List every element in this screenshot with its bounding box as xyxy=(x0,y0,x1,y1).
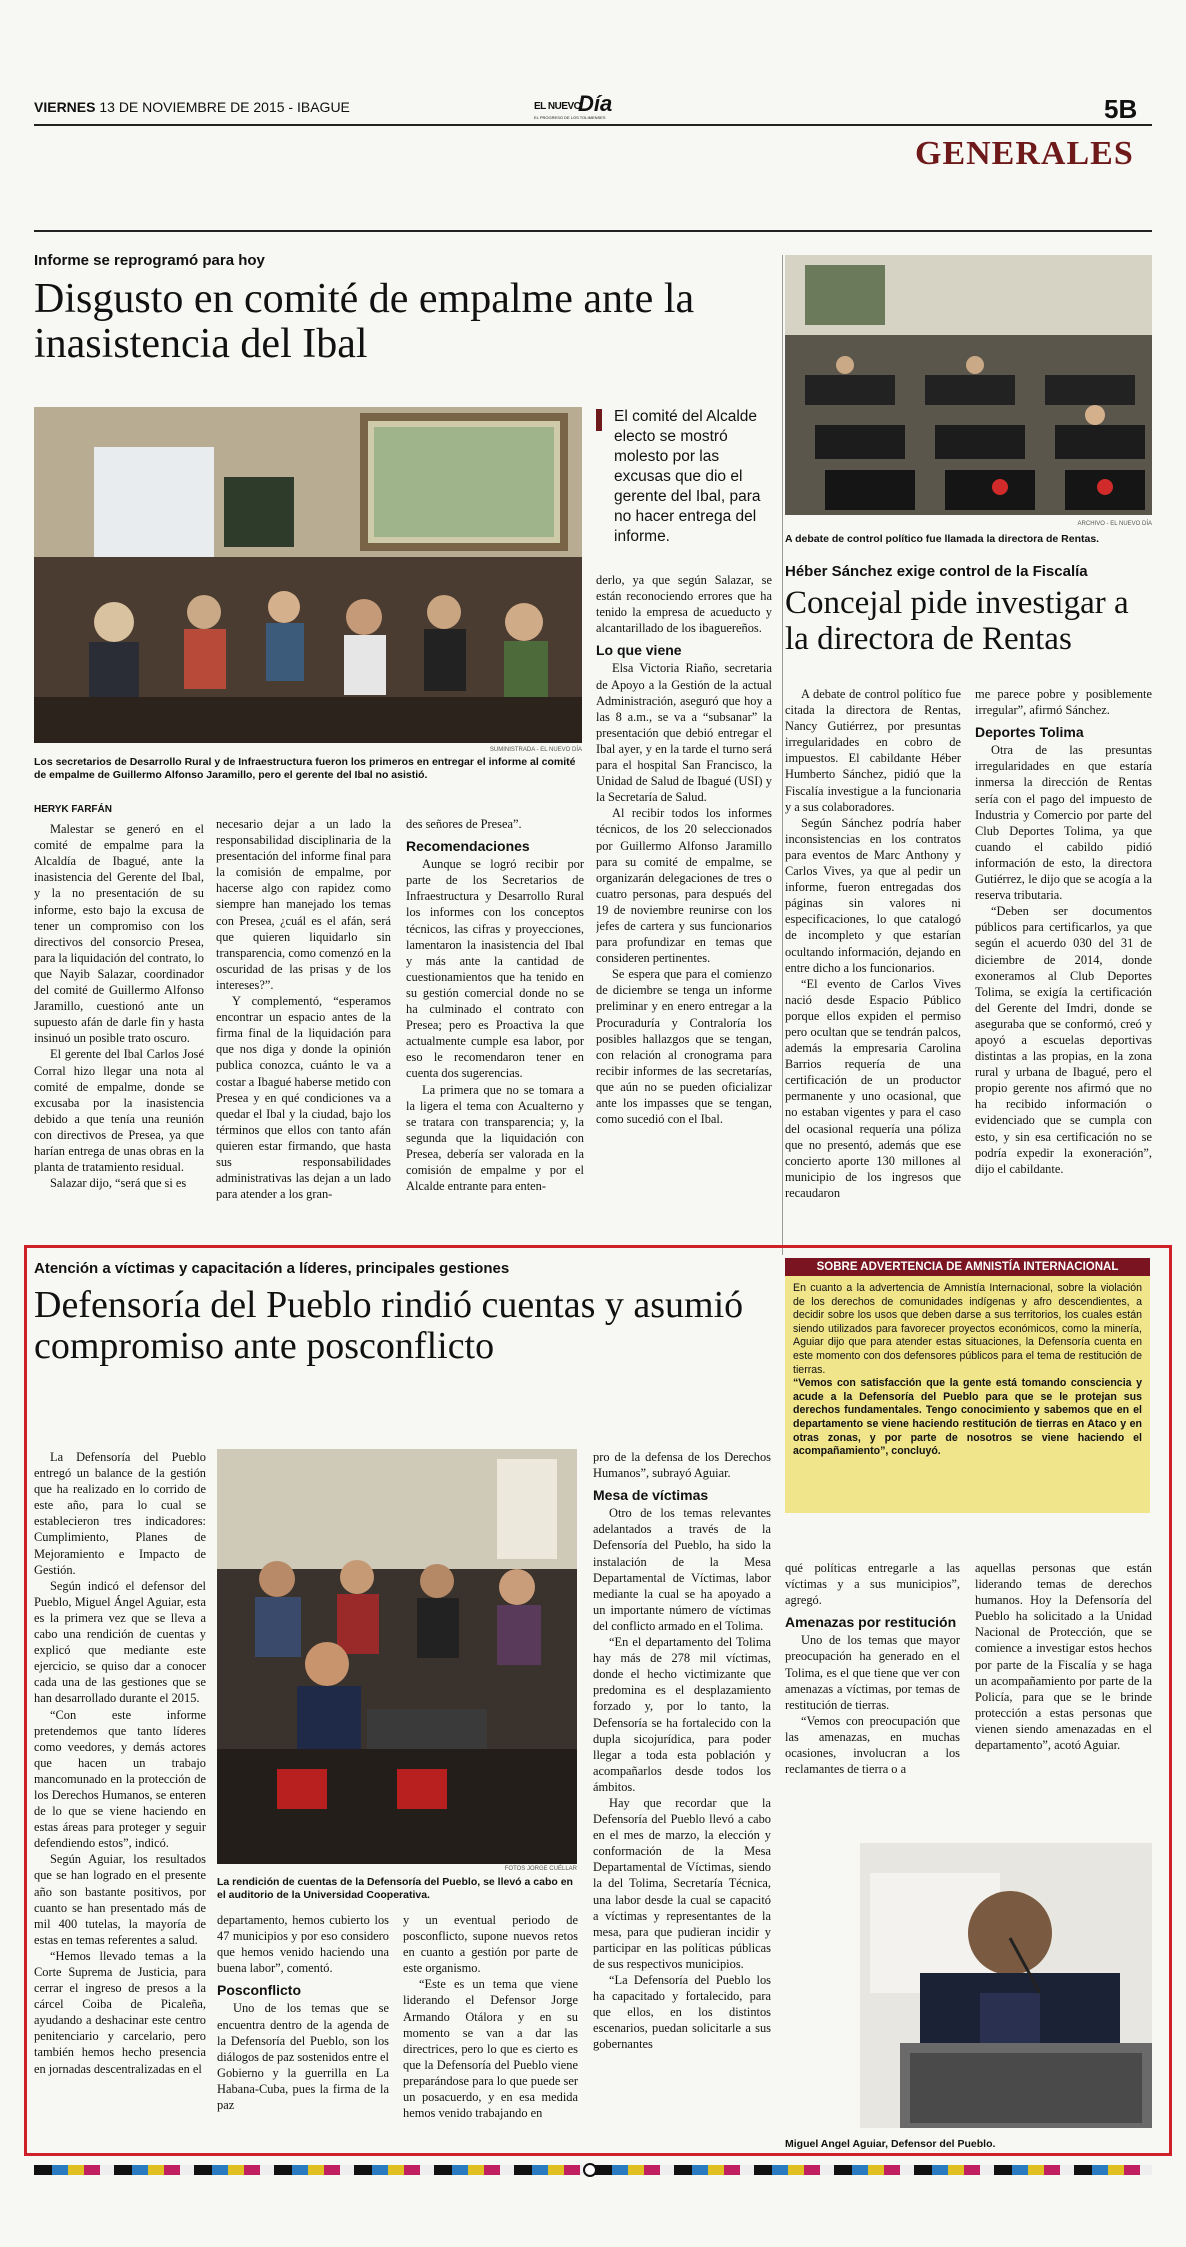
paragraph: Aunque se logró recibir por parte de los Secretarios de Infraestructura y Desarrollo Rural los informes con los conceptos técnicos, las cifras y proyecciones, lamentaron la inasistencia del Ibal y más ante la cantidad de cuestionamientos que ha tenido en su gestión comercial donde no se ha culminado el contrato con Presea; pero es Proactiva la que actualmente cumple esa labor, por eso le recomendaron tener en cuenta dos sugerencias. xyxy=(406,857,584,1081)
box-paragraph: En cuanto a la advertencia de Amnistía Internacional, sobre la violación de los derechos de comunidades indígenas y afro descendientes, a decidir sobre los usos que deben darse a sus territorios, los cuales están siendo utilizados para favorecer proyectos económicos, como la minería, Aguiar dijo que para atender estas situaciones, la Defensoría cuenta en este momento con dos defensores públicos para el tema de restitución de tierras. xyxy=(793,1282,1142,1376)
article1-headline: Disgusto en comité de empalme ante la inasistencia del Ibal xyxy=(34,276,695,368)
pullquote-marker xyxy=(596,409,602,431)
paragraph: Se espera que para el comienzo de diciembre se tenga un informe preliminar y en enero entregar a la Procuraduría y Contraloría los posibles hallazgos que se tengan, con relación al cronograma para recibir informes de las secretarías, que aún no se pueden oficializar ante los impasses que se tengan, como sucedió con el Ibal. xyxy=(596,967,772,1127)
article3-column-1 xyxy=(34,1449,206,2149)
paragraph: Otro de los temas relevantes adelantados a través de la Defensoría del Pueblo, ha sido la instalación de la Mesa Departamental de Víctimas, labor mediante la cual se ha apoyado a un importante número de víctimas del conflicto armado en el Tolima. xyxy=(593,1506,771,1633)
article3-headline: Defensoría del Pueblo rindió cuentas y asumió compromiso ante posconflicto xyxy=(34,1284,744,1368)
header-rule xyxy=(34,124,1152,126)
paragraph: La Defensoría del Pueblo entregó un balance de la gestión que ha realizado en lo corrido de este año, para lo cual se establecieron tres indicadores: Cumplimiento, Planes de Mejoramiento e Impacto de Gestión. xyxy=(34,1450,206,1577)
article2-kicker: Héber Sánchez exige control de la Fiscalía xyxy=(785,563,1088,580)
council-session-photo xyxy=(785,255,1152,515)
meeting-room-photo xyxy=(34,407,582,743)
paragraph: Uno de los temas que mayor preocupación ha generado en el Tolima, es el que tiene que ver con amenazas a víctimas, por temas de restitución de tierras. xyxy=(785,1633,960,1712)
pullquote-text: El comité del Alcalde electo se mostró molesto por las excusas que dio el gerente del Ibal, para no hacer entrega del informe. xyxy=(614,408,761,545)
paragraph: necesario dejar a un lado la responsabilidad disciplinaria de la presentación del informe final para la comisión de empalme, por hacerse algo con rapidez como siempre han manejado los temas con Presea, ¿cuál es el afán, será que quieren liquidarlo sin transparencia, como comenzó en la oscuridad de las prisas y de los intereses?”. xyxy=(216,817,391,992)
paragraph: A debate de control político fue citada la directora de Rentas, Nancy Gutiérrez, por presuntas irregularidades en cobro de impuestos. El cabildante Héber Humberto Sánchez, pidió que la Fiscalía investigue a la funcionaria y a sus colaboradores. xyxy=(785,687,961,814)
paragraph: Elsa Victoria Riaño, secretaria de Apoyo a la Gestión de la actual Administración, aseguró que hoy a las 8 a.m., se va a “subsanar” la presentación que debió entregar el Ibal ayer, y en la tarde el turno será para el hospital San Francisco, la Unidad de Salud de Ibagué (USI) y la Secretaría de Salud. xyxy=(596,661,772,805)
paragraph: aquellas personas que están liderando temas de derechos humanos. Hoy la Defensoría del Pueblo ha solicitado a la Unidad Nacional de Protección, que se comience a investigar estos hechos por parte de la Fiscalía y se haga un acompañamiento por parte de la Policía, para que se le brinde protección a estas personas que vienen siendo amenazadas en el departamento”, acotó Aguiar. xyxy=(975,1561,1152,1753)
paragraph: Salazar dijo, “será que si es xyxy=(50,1176,187,1191)
paragraph: “Con este informe pretendemos que tanto líderes como veedores, y demás actores que hacen un trabajo mancomunado en la protección de los Derechos Humanos, se enteren de lo que se viene haciendo en estas áreas para proteger y seguir defendiendo estos”, indicó. xyxy=(34,1707,206,1851)
header-date-text: 13 DE NOVIEMBRE DE 2015 - IBAGUE xyxy=(99,99,350,115)
subheading-mesa-de-victimas: Mesa de víctimas xyxy=(593,1487,709,1504)
paragraph: “Este es un tema que viene liderando el Defensor Jorge Armando Otálora y en su momento se van a dar las directrices, pero lo que es cierto es que la Defensoría del Pueblo viene preparándose para lo que puede ser un posacuerdo, y en esa medida hemos venido trabajando en xyxy=(403,1977,578,2121)
article3-column-6 xyxy=(975,1560,1152,1840)
article3-column-3 xyxy=(403,1912,578,2149)
paragraph: me parece pobre y posiblemente irregular”, afirmó Sánchez. xyxy=(975,687,1152,718)
paragraph: Malestar se generó en el comité de empalme para la Alcaldía de Ibagué, ante la inasistencia del Gerente del Ibal, y la no presentación de su informe, esto bajo la excusa de tener un compromiso con los directivos del consorcio Presea, para la liquidación del contrato, lo que Nayib Salazar, coordinador del comité de Guillermo Alfonso Jaramillo, cuestionó ante un supuesto afán de darle fin y hasta insinuó un posible trato oscuro. xyxy=(34,822,204,1046)
box-paragraph: “Vemos con satisfacción que la gente está tomando consciencia y acude a la Defensoría del Pueblo para que se le protejan sus derechos fundamentales. Tengo conocimiento y sabemos que en el departamento se viene haciendo restitución de tierras en Ataco y en otras zonas, y por parte de nosotros se viene haciendo el acompañamiento”, concluyó. xyxy=(793,1377,1142,1458)
article1-photo xyxy=(34,407,582,743)
article3-photo xyxy=(217,1449,577,1864)
article3-caption: La rendición de cuentas de la Defensoría del Pueblo, se llevó a cabo en el auditorio de la Universidad Cooperativa. xyxy=(217,1876,573,1901)
logo-part-a: EL NUEVO xyxy=(534,101,581,112)
paragraph: “Deben ser documentos públicos para certificarlos, ya que según el acuerdo 030 del 31 de diciembre de 2014, donde exoneramos al Club Deportes Tolima, se exigía la certificación del Gerente del Imdri, donde se aseguraba que se conformó, creó y apoyó a escuelas deportivas distintas a las propias, en la zona rural y urbana de Ibagué, pero el propio gerente nos afirmó que no ha recibido información o evidenciado que se cumpla con esto, y sin esa certificación no se podría expedir la exoneración”, dijo el cabildante. xyxy=(975,904,1152,1176)
paragraph: “Vemos con preocupación que las amenazas, en muchas ocasiones, involucran a los reclamantes de tierra o a xyxy=(785,1713,960,1777)
paragraph: derlo, ya que según Salazar, se están reconociendo errores que ha tenido la empresa de acueducto y alcantarillado de los ibaguereños. xyxy=(596,573,772,636)
article3-kicker: Atención a víctimas y capacitación a líderes, principales gestiones xyxy=(34,1260,510,1277)
subheading-deportes-tolima: Deportes Tolima xyxy=(975,724,1084,741)
section-rule xyxy=(34,230,1152,232)
paragraph: “La Defensoría del Pueblo los ha capacitado y fortalecido, para que ellos, en los distintos escenarios, puedan solicitarle a sus gobernantes xyxy=(593,1973,771,2052)
article3-column-2 xyxy=(217,1912,389,2149)
subheading-posconflicto: Posconflicto xyxy=(217,1982,302,1999)
amnesty-box xyxy=(785,1258,1150,1513)
article1-photo-credit: SUMINISTRADA - EL NUEVO DÍA xyxy=(489,747,582,753)
portrait-photo xyxy=(860,1843,1152,2128)
paragraph: Según Aguiar, los resultados que se han logrado en el presente año son bastante positivos, por cuanto se han presentado más de mil 400 tutelas, la mayoría de estas en temas referentes a salud. xyxy=(34,1852,206,1947)
article1-column-2 xyxy=(216,816,391,1256)
paragraph: qué políticas entregarle a las víctimas y a sus municipios”, agregó. xyxy=(785,1561,960,1608)
article1-byline: HERYK FARFÁN xyxy=(34,804,112,815)
article3-photo-credit: FOTOS JORGE CUÉLLAR xyxy=(504,1866,577,1872)
article2-photo-credit: ARCHIVO - EL NUEVO DÍA xyxy=(1077,521,1152,527)
paragraph: “En el departamento del Tolima hay más de 278 mil víctimas, donde el hecho victimizante que predomina es el desplazamiento forzado y, por lo tanto, la Defensoría se ha fortalecido con la dupla sicojurídica, para poder llegar a toda esta población y acompañarlos desde todos los ámbitos. xyxy=(593,1635,771,1794)
article2-photo xyxy=(785,255,1152,515)
subheading-amenazas: Amenazas por restitución xyxy=(785,1614,957,1631)
article2-column-2 xyxy=(975,686,1152,1258)
subheading-lo-que-viene: Lo que viene xyxy=(596,642,682,659)
paragraph: y un eventual periodo de posconflicto, supone nuevos retos en cuanto a gestión por parte de este organismo. xyxy=(403,1913,578,1976)
article1-column-1 xyxy=(34,802,204,1252)
amnesty-box-body xyxy=(785,1276,1150,1465)
paragraph: “Hemos llevado temas a la Corte Suprema de Justicia, para cerrar el ingreso de presos a la cárcel Coiba de Picaleña, ayudando a deshacinar este centro penitenciario y carcelario, pero también hemos hecho presencia en jornadas descentralizadas en el xyxy=(34,1948,206,2076)
section-title: GENERALES xyxy=(915,135,1134,172)
article2-column-1 xyxy=(785,686,961,1258)
paragraph: Hay que recordar que la Defensoría del Pueblo llevó a cabo en el mes de marzo, la elección y conformación de la Mesa Departamental de Víctimas, siendo la del Tolima, Secretaría Técnica, una labor desde la cual se capacitó a víctimas y representantes de la mesa, para que pudieran incidir y participar en las políticas públicas de sus respectivos municipios. xyxy=(593,1795,771,1971)
article1-kicker: Informe se reprogramó para hoy xyxy=(34,252,265,269)
paragraph: departamento, hemos cubierto los 47 municipios y por eso considero que hemos venido haciendo una buena labor”, comentó. xyxy=(217,1913,389,1976)
paragraph: El gerente del Ibal Carlos José Corral hizo llegar una nota al comité de empalme, donde se excusaba por la inasistencia debido a que tenía una reunión con directivos de Presea, ya que harían entrega de unas obras en la planta de tratamiento residual. xyxy=(34,1047,204,1175)
article3-portrait-caption: Miguel Angel Aguiar, Defensor del Pueblo. xyxy=(785,2138,996,2150)
subheading-recomendaciones: Recomendaciones xyxy=(406,838,530,855)
header-day: VIERNES xyxy=(34,99,96,115)
registration-mark-icon xyxy=(583,2163,597,2177)
audience-photo xyxy=(217,1449,577,1864)
article1-column-3 xyxy=(406,816,584,1256)
paragraph: Uno de los temas que se encuentra dentro de la agenda de la Defensoría del Pueblo, son los diálogos de paz sostenidos entre el Gobierno y la guerrilla en La Habana-Cuba, pues la firma de la paz xyxy=(217,2001,389,2113)
newspaper-logo xyxy=(534,93,644,123)
article3-column-4 xyxy=(593,1449,771,2149)
paragraph: Según indicó el defensor del Pueblo, Miguel Ángel Aguiar, esta es la primera vez que se lleva a cabo una rendición de cuentas y explicó que mediante este ejercicio, se quiso dar a conocer cada una de las gestiones que se han desarrollado durante el 2015. xyxy=(34,1578,206,1706)
paragraph: Y complementó, “esperamos encontrar un espacio antes de la firma final de la liquidación para que nos diga y donde la opinión publica conozca, cuánto le va a costar a Ibagué haberse metido con Presea y en qué condiciones va a quedar el Ibal y la ciudad, bajo los términos que ellos con tanto afán quieren estar firmando, que hasta sus responsabilidades administrativas las dejan a un lado para atender a los gran- xyxy=(216,994,391,1202)
logo-tagline: EL PROGRESO DE LOS TOLIMENSES xyxy=(534,115,606,120)
article2-caption: A debate de control político fue llamada la directora de Rentas. xyxy=(785,533,1100,545)
amnesty-box-title: SOBRE ADVERTENCIA DE AMNISTÍA INTERNACIONAL xyxy=(785,1258,1150,1276)
paragraph: pro de la defensa de los Derechos Humanos”, subrayó Aguiar. xyxy=(593,1450,771,1481)
column-divider xyxy=(782,255,783,1255)
article1-caption: Los secretarios de Desarrollo Rural y de Infraestructura fueron los primeros en entregar el informe al comité de empalme de Guillermo Alfonso Jaramillo, pero el gerente del Ibal no asistió. xyxy=(34,756,576,781)
paragraph: La primera que no se tomara a la ligera el tema con Acualterno y se tratara con transparencia; y, la segunda que la liquidación con Presea, debería ser valorada en la comisión de empalme y por el Alcalde entrante para enten- xyxy=(406,1082,584,1194)
logo-part-b: Día xyxy=(578,91,613,116)
paragraph: Según Sánchez podría haber inconsistencias en los contratos para eventos de Marc Anthony y Carlos Vives, ya que al pedir un informe, fueron entregadas dos páginas sin valores ni especificaciones, lo que catalogó de incompleto y que estarían ocultando información, dejando en entre dicho a los funcionarios. xyxy=(785,815,961,975)
article2-headline: Concejal pide investigar a la directora de Rentas xyxy=(785,585,1129,657)
article1-column-4 xyxy=(596,572,772,1258)
paragraph: des señores de Presea”. xyxy=(406,817,522,831)
paragraph: “El evento de Carlos Vives nació desde Espacio Público porque ellos expiden el permiso pero ocultan que se tendrán palcos, además la empresaria Carolina Barrios requería de una certificación de un productor permanente y uno ocasional, que no estaban vigentes y para el caso del ocasional requería una póliza que no presentó, además que ese concierto aporte 130 millones al municipio de los ingresos que recaudaron xyxy=(785,976,961,1200)
header-date xyxy=(34,99,350,115)
paragraph: Al recibir todos los informes técnicos, de los 20 seleccionados por Guillermo Alfonso Jaramillo para su comité de empalme, se organizarán delegaciones de tres o cuatro personas, para después del 19 de noviembre reunirse con los jefes de cartera y sus funcionarios para profundizar en temas que consideren pertinentes. xyxy=(596,806,772,966)
article1-pullquote xyxy=(596,407,766,547)
article3-column-5 xyxy=(785,1560,960,1840)
article3-portrait-photo xyxy=(860,1843,1152,2128)
page-number: 5B xyxy=(1104,94,1138,124)
paragraph: Otra de las presuntas irregularidades en que estaría inmersa la dirección de Rentas sería con el pago del impuesto de Industria y Comercio por parte del Club Deportes Tolima, ya que cuando el cabildo pidió información de esto, la directora Gutiérrez, le dijo que se acogía a la reserva tributaria. xyxy=(975,743,1152,903)
